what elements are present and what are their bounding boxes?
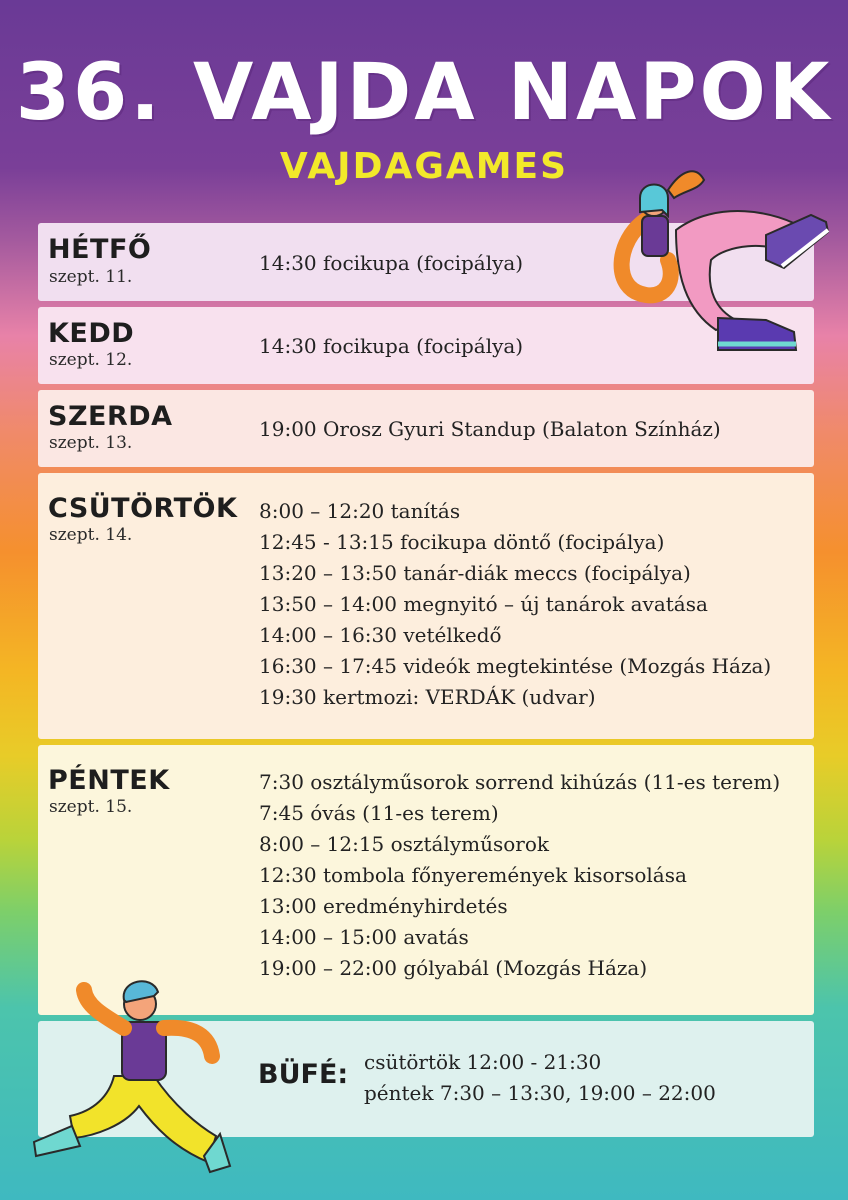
bufe-hours-line: csütörtök 12:00 - 21:30 (364, 1050, 602, 1074)
bufe-hours-line: péntek 7:30 – 13:30, 19:00 – 22:00 (364, 1081, 716, 1105)
event-list (259, 496, 771, 713)
event-item: 8:00 – 12:15 osztályműsorok (259, 832, 549, 856)
dancing-person-illustration (606, 160, 836, 360)
day-name: HÉTFŐ (48, 234, 152, 265)
day-name: CSÜTÖRTÖK (48, 493, 238, 524)
bufe-label: BÜFÉ: (258, 1059, 349, 1090)
event-item: 14:00 – 16:30 vetélkedő (259, 623, 502, 647)
event-item: 19:00 – 22:00 gólyabál (Mozgás Háza) (259, 956, 648, 980)
day-name: KEDD (48, 318, 135, 349)
event-list (259, 331, 523, 362)
day-date: szept. 15. (49, 797, 133, 817)
day-date: szept. 12. (49, 350, 133, 370)
dancing-person-illustration (24, 966, 234, 1176)
bufe-hours (364, 1047, 716, 1109)
event-item: 7:30 osztályműsorok sorrend kihúzás (11-es terem) (259, 770, 781, 794)
page-subtitle: VAJDAGAMES (279, 146, 569, 187)
day-date: szept. 11. (49, 267, 133, 287)
event-item: 14:30 focikupa (focipálya) (259, 334, 524, 358)
event-list (259, 414, 721, 445)
event-item: 19:00 Orosz Gyuri Standup (Balaton Színház) (259, 417, 721, 441)
event-item: 14:30 focikupa (focipálya) (259, 251, 524, 275)
day-date: szept. 14. (49, 525, 133, 545)
event-list (259, 767, 780, 984)
page-title: 36. VAJDA NAPOK (15, 48, 833, 138)
event-item: 16:30 – 17:45 videók megtekintése (Mozgás Háza) (259, 654, 772, 678)
event-item: 14:00 – 15:00 avatás (259, 925, 469, 949)
day-name: PÉNTEK (48, 765, 170, 796)
event-item: 12:45 - 13:15 focikupa döntő (focipálya) (259, 530, 665, 554)
event-item: 19:30 kertmozi: VERDÁK (udvar) (259, 685, 596, 709)
day-date: szept. 13. (49, 433, 133, 453)
event-item: 13:00 eredményhirdetés (259, 894, 508, 918)
event-item: 12:30 tombola főnyeremények kisorsolása (259, 863, 687, 887)
day-card-thursday (38, 473, 814, 739)
event-item: 8:00 – 12:20 tanítás (259, 499, 461, 523)
event-list (259, 248, 523, 279)
event-item: 13:20 – 13:50 tanár-diák meccs (focipálya) (259, 561, 691, 585)
event-item: 7:45 óvás (11-es terem) (259, 801, 499, 825)
day-name: SZERDA (48, 401, 173, 432)
day-card-wednesday (38, 390, 814, 467)
event-item: 13:50 – 14:00 megnyitó – új tanárok avatása (259, 592, 708, 616)
